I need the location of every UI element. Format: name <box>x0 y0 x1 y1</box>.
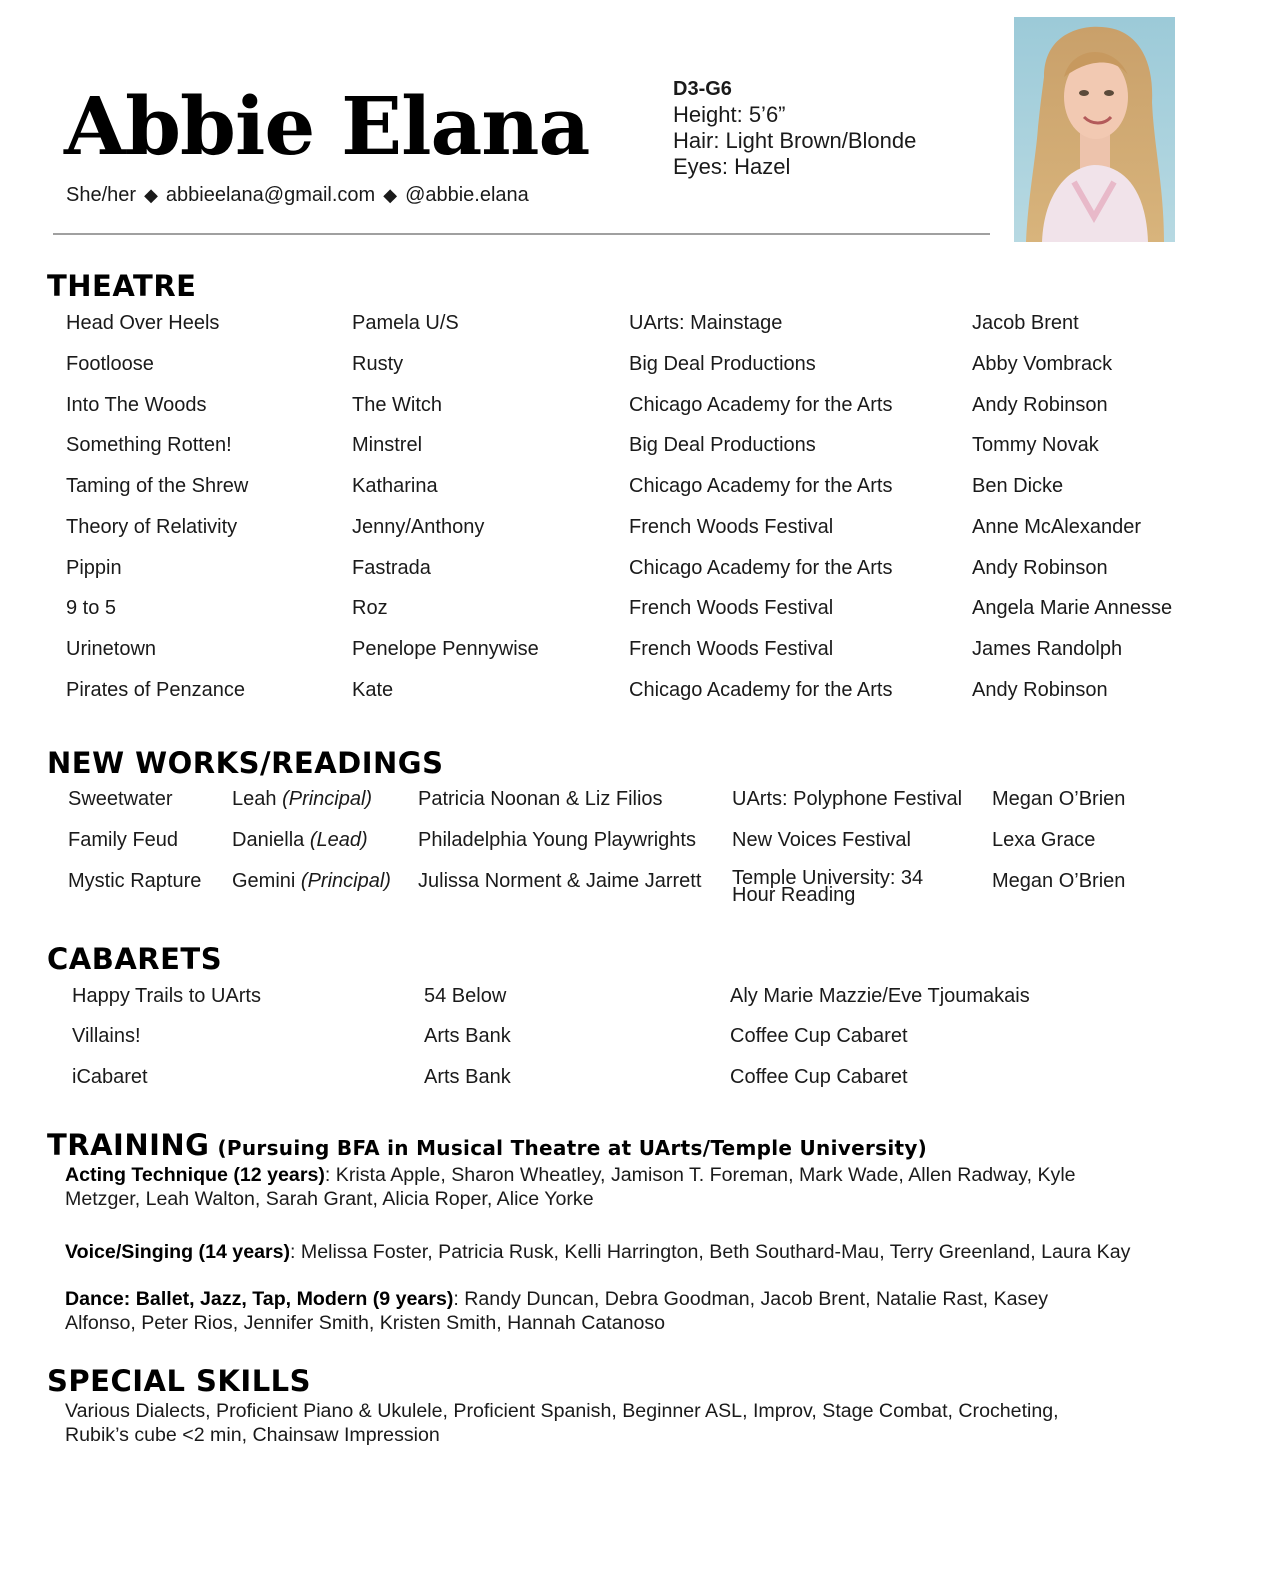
new-works-heading: NEW WORKS/READINGS <box>47 746 444 780</box>
special-skills-heading: SPECIAL SKILLS <box>47 1364 312 1398</box>
headshot-photo <box>1014 17 1175 242</box>
diamond-separator-icon: ◆ <box>144 185 158 205</box>
diamond-separator-icon: ◆ <box>383 185 398 205</box>
show-title: 9 to 5 <box>66 597 117 619</box>
training-teachers: : Randy Duncan, Debra Goodman, Jacob Brent, Natalie Rast, Kasey <box>453 1288 1049 1310</box>
training-subtitle: (Pursuing BFA in Musical Theatre at UArts/Temple University) <box>217 1136 928 1160</box>
show-title: Footloose <box>66 353 154 375</box>
show-title: Taming of the Shrew <box>66 475 249 497</box>
show-title: Into The Woods <box>66 394 207 416</box>
venue: Arts Bank <box>424 1025 511 1047</box>
venue: Chicago Academy for the Arts <box>629 394 893 416</box>
venue: UArts: Polyphone Festival <box>732 788 963 810</box>
role-name: Leah <box>232 788 277 810</box>
show-title: Head Over Heels <box>66 312 220 334</box>
show-title: Family Feud <box>68 829 179 851</box>
skills-line: Various Dialects, Proficient Piano & Ukulele, Proficient Spanish, Beginner ASL, Improv, Stage Combat, Crocheting, <box>65 1400 1059 1422</box>
director: Anne McAlexander <box>972 516 1141 538</box>
role: Jenny/Anthony <box>352 516 485 538</box>
role-name: Daniella <box>232 829 305 851</box>
role: Rusty <box>352 353 404 375</box>
director: Abby Vombrack <box>972 353 1113 375</box>
venue: Big Deal Productions <box>629 353 816 375</box>
director: Aly Marie Mazzie/Eve Tjoumakais <box>730 985 1030 1007</box>
voice-training <box>65 1240 1245 1264</box>
writer: Patricia Noonan & Liz Filios <box>418 788 663 810</box>
dance-training <box>65 1287 1215 1335</box>
director: Tommy Novak <box>972 434 1099 456</box>
show-title: iCabaret <box>72 1066 148 1088</box>
actor-name: Abbie Elana <box>64 79 590 173</box>
director: James Randolph <box>972 638 1123 660</box>
director: Andy Robinson <box>972 679 1108 701</box>
director: Andy Robinson <box>972 394 1108 416</box>
venue: Arts Bank <box>424 1066 511 1088</box>
venue: French Woods Festival <box>629 597 834 619</box>
vocal-range: D3-G6 <box>673 78 732 100</box>
show-title: Sweetwater <box>68 788 173 810</box>
pronouns: She/her <box>66 184 137 206</box>
training-teachers: Alfonso, Peter Rios, Jennifer Smith, Kristen Smith, Hannah Catanoso <box>65 1312 666 1334</box>
role: Minstrel <box>352 434 423 456</box>
director: Megan O’Brien <box>992 788 1126 810</box>
director: Coffee Cup Cabaret <box>730 1066 908 1088</box>
venue: 54 Below <box>424 985 507 1007</box>
role: Kate <box>352 679 394 701</box>
role-note: (Principal) <box>300 870 391 892</box>
physical-stats <box>673 76 916 180</box>
show-title: Urinetown <box>66 638 157 660</box>
role-name: Gemini <box>232 870 296 892</box>
training-label: Dance: Ballet, Jazz, Tap, Modern (9 years) <box>65 1288 454 1310</box>
role: The Witch <box>352 394 443 416</box>
training-teachers: : Krista Apple, Sharon Wheatley, Jamison T. Foreman, Mark Wade, Allen Radway, Kyle <box>324 1164 1076 1186</box>
header-divider <box>53 233 990 235</box>
acting-training <box>65 1163 1215 1211</box>
role-note: (Lead) <box>309 829 368 851</box>
director: Ben Dicke <box>972 475 1064 497</box>
show-title: Pippin <box>66 557 122 579</box>
height-stat: Height: 5’6” <box>673 102 786 127</box>
director: Coffee Cup Cabaret <box>730 1025 908 1047</box>
training-label: Voice/Singing (14 years) <box>65 1241 291 1263</box>
director: Jacob Brent <box>972 312 1079 334</box>
director: Lexa Grace <box>992 829 1096 851</box>
director: Angela Marie Annesse <box>972 597 1173 619</box>
director: Andy Robinson <box>972 557 1108 579</box>
venue: Chicago Academy for the Arts <box>629 557 893 579</box>
venue-line: Hour Reading <box>732 884 856 906</box>
role: Roz <box>352 597 388 619</box>
social-handle[interactable]: @abbie.elana <box>405 184 529 206</box>
training-teachers: Metzger, Leah Walton, Sarah Grant, Alicia Roper, Alice Yorke <box>65 1188 594 1210</box>
role-note: (Principal) <box>282 788 373 810</box>
theatre-heading: THEATRE <box>47 269 197 303</box>
show-title: Mystic Rapture <box>68 870 202 892</box>
role <box>232 870 391 892</box>
venue: French Woods Festival <box>629 638 834 660</box>
venue: UArts: Mainstage <box>629 312 783 334</box>
training-teachers: : Melissa Foster, Patricia Rusk, Kelli Harrington, Beth Southard-Mau, Terry Greenland, Laura Kay <box>290 1241 1131 1263</box>
training-label: Acting Technique (12 years) <box>65 1164 325 1186</box>
role <box>232 788 372 810</box>
email-link[interactable]: abbieelana@gmail.com <box>165 184 376 206</box>
cabarets-heading: CABARETS <box>47 942 223 976</box>
role: Penelope Pennywise <box>352 638 539 660</box>
eyes-stat: Eyes: Hazel <box>673 154 791 179</box>
venue: Chicago Academy for the Arts <box>629 679 893 701</box>
writer: Philadelphia Young Playwrights <box>418 829 696 851</box>
hair-stat: Hair: Light Brown/Blonde <box>673 128 917 153</box>
writer: Julissa Norment & Jaime Jarrett <box>418 870 702 892</box>
contact-line <box>66 184 529 207</box>
venue: Chicago Academy for the Arts <box>629 475 893 497</box>
venue: New Voices Festival <box>732 829 911 851</box>
role: Fastrada <box>352 557 431 579</box>
show-title: Theory of Relativity <box>66 516 238 538</box>
show-title: Pirates of Penzance <box>66 679 245 701</box>
training-heading: TRAINING <box>47 1128 210 1162</box>
headshot-portrait-icon <box>1014 17 1175 242</box>
venue <box>732 867 924 906</box>
show-title: Something Rotten! <box>66 434 232 456</box>
special-skills-list <box>65 1399 1215 1447</box>
role <box>232 829 368 851</box>
show-title: Happy Trails to UArts <box>72 985 261 1007</box>
skills-line: Rubik’s cube <2 min, Chainsaw Impression <box>65 1424 440 1446</box>
role: Pamela U/S <box>352 312 459 334</box>
show-title: Villains! <box>72 1025 141 1047</box>
director: Megan O’Brien <box>992 870 1126 892</box>
venue: French Woods Festival <box>629 516 834 538</box>
training-header <box>47 1128 928 1162</box>
venue: Big Deal Productions <box>629 434 816 456</box>
role: Katharina <box>352 475 438 497</box>
venue-line: Temple University: 34 <box>732 867 924 889</box>
